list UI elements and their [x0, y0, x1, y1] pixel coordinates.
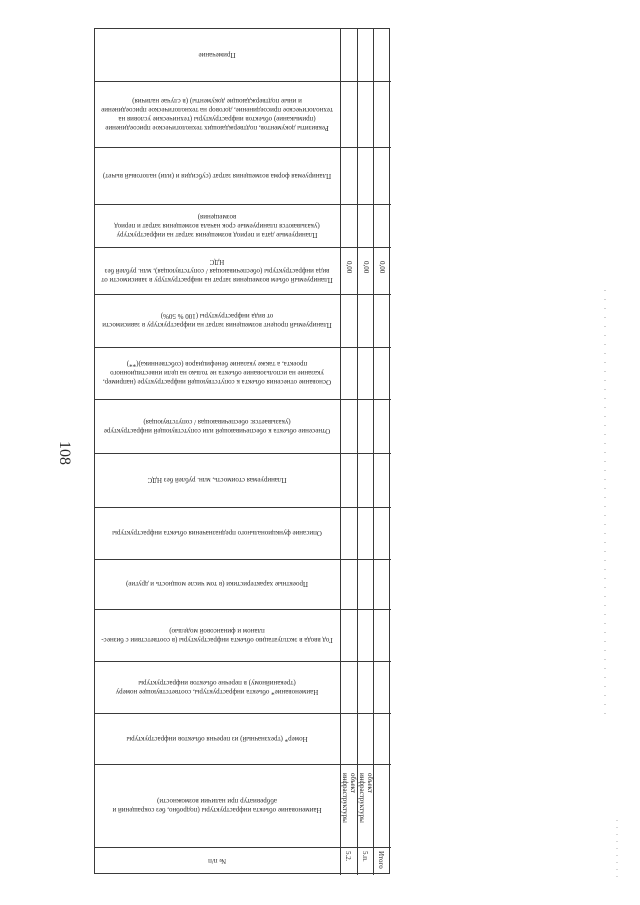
header-accompanying-basis: Основание отнесения объекта к сопутствующей инфраструктуре (например, указание на использование объекта не только на цели инвестиционного проекта, а также указание бенефициаров (собственника)(**) — [102, 360, 332, 387]
row-divider — [95, 204, 391, 205]
row-divider — [95, 453, 391, 454]
row-divider — [95, 559, 391, 560]
row-divider — [95, 713, 391, 714]
row-divider — [95, 399, 391, 400]
header-function-description: Описание функционального предназначения объекта инфраструктуры — [112, 529, 322, 538]
scan-artifact — [616, 820, 618, 880]
row-divider — [95, 764, 391, 765]
column-divider — [340, 29, 341, 875]
header-infrastructure-type: Отнесение объекта к обеспечивающей или сопутствующей инфраструктуре (указывается: обеспечивающая / сопутствующая) — [103, 418, 331, 435]
header-design-characteristics: Проектные характеристики (в том числе мощность и другие) — [125, 580, 309, 589]
row-object-name — [376, 773, 390, 833]
infrastructure-table — [94, 28, 390, 874]
header-note: Примечание — [198, 51, 236, 60]
header-tech-connection: Реквизиты документов, подтверждающих технологическое присоединение (примыкание) объектов инфраструктуры (технические условия на технологическое присоединение, договор на технологическое присоединение и иные подтверждающие документы) (в случае наличия) — [101, 97, 333, 132]
row-reimbursement-value: 0,00 — [378, 261, 386, 274]
row-number: 5.2. — [344, 851, 352, 862]
row-object-name: объект инфраструктуры — [341, 773, 357, 823]
row-reimbursement-value: 0,00 — [345, 261, 353, 274]
header-reimbursement-form: Планируемая форма возмещения затрат (субсидия и (или) налоговый вычет) — [102, 172, 332, 180]
row-divider — [95, 147, 391, 148]
header-object-name: Наименование объекта инфраструктуры (подробно, без сокращений и аббревиатур при наличии возможности) — [112, 797, 322, 815]
header-planned-cost: Планируемая стоимость, млн. рублей без НДС — [147, 476, 287, 485]
scan-artifact — [604, 290, 606, 720]
column-divider — [357, 29, 358, 875]
row-object-name: объект инфраструктуры — [358, 773, 374, 823]
row-divider — [95, 294, 391, 295]
header-object-name-from-list: Наименование* объекта инфраструктуры, соответствующее номеру (треканийному) в перечне объектов инфраструктуры — [115, 679, 319, 696]
row-number: 5.п. — [361, 851, 369, 862]
row-divider — [95, 507, 391, 508]
page-number: 108 — [56, 441, 73, 465]
row-divider — [95, 609, 391, 610]
header-commissioning-year: Год ввода в эксплуатацию объекта инфраструктуры (в соответствии с бизнес-планом и финансовой моделью) — [101, 627, 333, 644]
header-list-number: Номер* (трехзначный) из перечня объектов инфраструктуры — [126, 735, 308, 743]
row-number: Итого — [377, 851, 385, 869]
header-row-number: № п/п — [208, 857, 226, 866]
row-divider — [95, 661, 391, 662]
header-reimbursement-volume: Планируемый объем возмещения затрат на инфраструктуру в зависимости от вида инфраструктуры (обеспечивающая / сопутствующая), млн. рублей без НДС — [101, 258, 333, 284]
header-reimbursement-percent: Планируемый процент возмещения затрат на инфраструктуру в зависимости от вида инфраструктуры (100 % 50%) — [102, 312, 332, 330]
row-reimbursement-value: 0,00 — [362, 261, 370, 274]
row-divider — [95, 847, 391, 848]
row-divider — [95, 247, 391, 248]
column-divider — [373, 29, 374, 875]
header-reimbursement-dates: Планируемые дата и период возмещения затрат на инфраструктуру (указываются планируемые срок начала возмещения затрат и период возмещения) — [114, 213, 320, 239]
row-divider — [95, 81, 391, 82]
row-divider — [95, 347, 391, 348]
